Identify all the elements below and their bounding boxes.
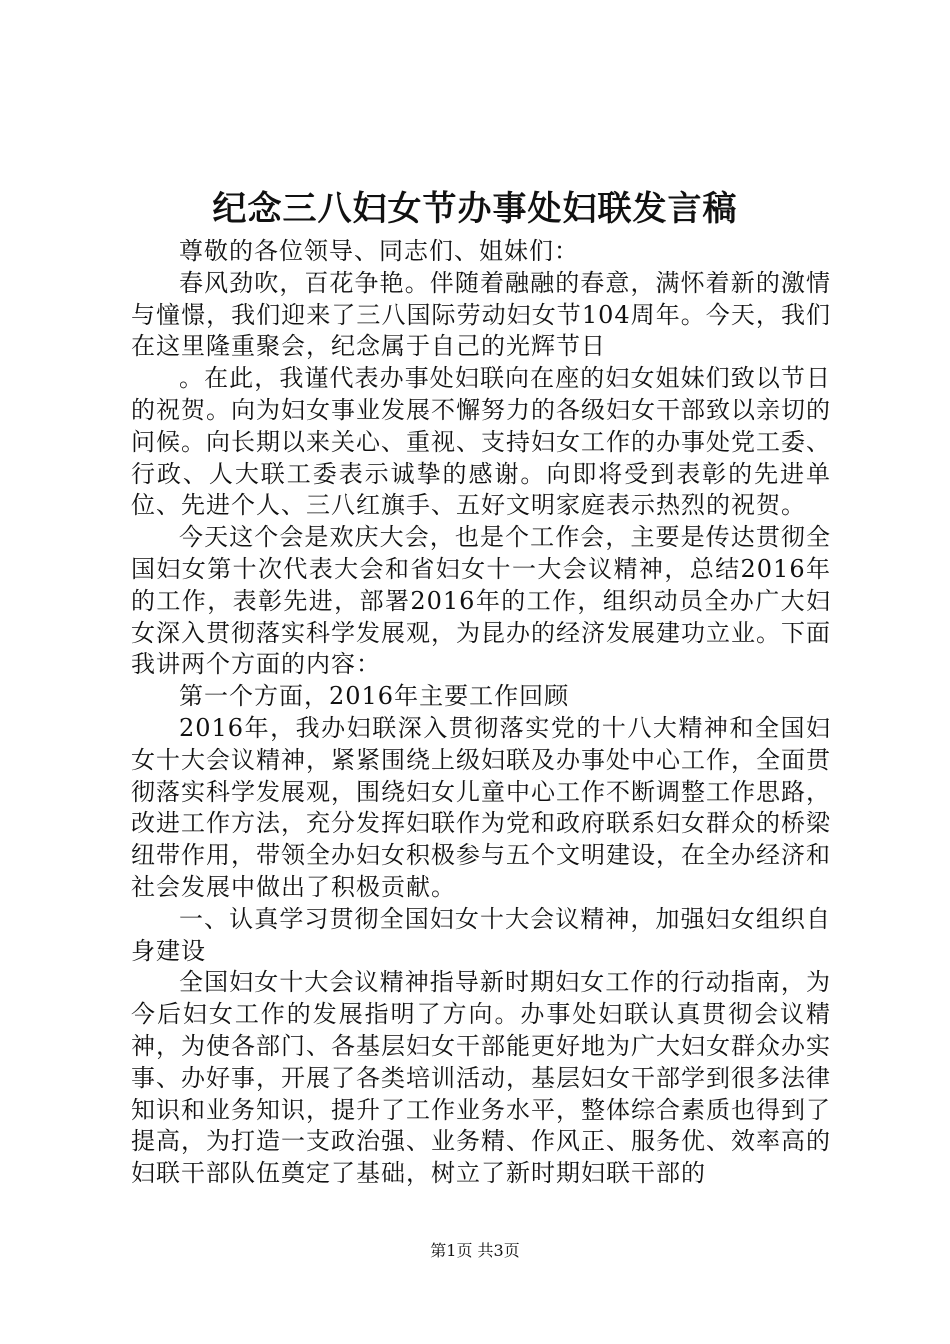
subsection-heading: 一、认真学习贯彻全国妇女十大会议精神，加强妇女组织自身建设 (131, 904, 831, 965)
body-paragraph: 2016年，我办妇联深入贯彻落实党的十八大精神和全国妇女十大会议精神，紧紧围绕上级妇联及办事处中心工作，全面贯彻落实科学发展观，围绕妇女儿童中心工作不断调整工作思路，改进工作方法，充分发挥妇联作为党和政府联系妇女群众的桥梁纽带作用，带领全办妇女积极参与五个文明建设，在全办经济和社会发展中做出了积极贡献。 (131, 713, 831, 901)
body-paragraph: 今天这个会是欢庆大会，也是个工作会，主要是传达贯彻全国妇女第十次代表大会和省妇女十一大会议精神，总结2016年的工作，表彰先进，部署2016年的工作，组织动员全办广大妇女深入贯彻落实科学发展观，为昆办的经济发展建功立业。下面我讲两个方面的内容： (131, 523, 831, 679)
document-body (131, 236, 831, 1190)
body-paragraph: 全国妇女十大会议精神指导新时期妇女工作的行动指南，为今后妇女工作的发展指明了方向。办事处妇联认真贯彻会议精神，为使各部门、各基层妇女干部能更好地为广大妇女群众办实事、办好事，开展了各类培训活动，基层妇女干部学到很多法律知识和业务知识，提升了工作业务水平，整体综合素质也得到了提高，为打造一支政治强、业务精、作风正、服务优、效率高的妇联干部队伍奠定了基础，树立了新时期妇联干部的 (131, 968, 831, 1188)
body-paragraph: 。在此，我谨代表办事处妇联向在座的妇女姐妹们致以节日的祝贺。向为妇女事业发展不懈努力的各级妇女干部致以亲切的问候。向长期以来关心、重视、支持妇女工作的办事处党工委、行政、人大联工委表示诚挚的感谢。向即将受到表彰的先进单位、先进个人、三八红旗手、五好文明家庭表示热烈的祝贺。 (131, 364, 831, 520)
body-paragraph: 春风劲吹，百花争艳。伴随着融融的春意，满怀着新的激情与憧憬，我们迎来了三八国际劳动妇女节104周年。今天，我们在这里隆重聚会，纪念属于自己的光辉节日 (131, 268, 831, 361)
section-heading: 第一个方面，2016年主要工作回顾 (179, 682, 570, 711)
document-title: 纪念三八妇女节办事处妇联发言稿 (212, 189, 738, 229)
salutation-paragraph: 尊敬的各位领导、同志们、姐妹们： (179, 237, 579, 265)
page-number-footer: 第1页 共3页 (430, 1241, 520, 1260)
